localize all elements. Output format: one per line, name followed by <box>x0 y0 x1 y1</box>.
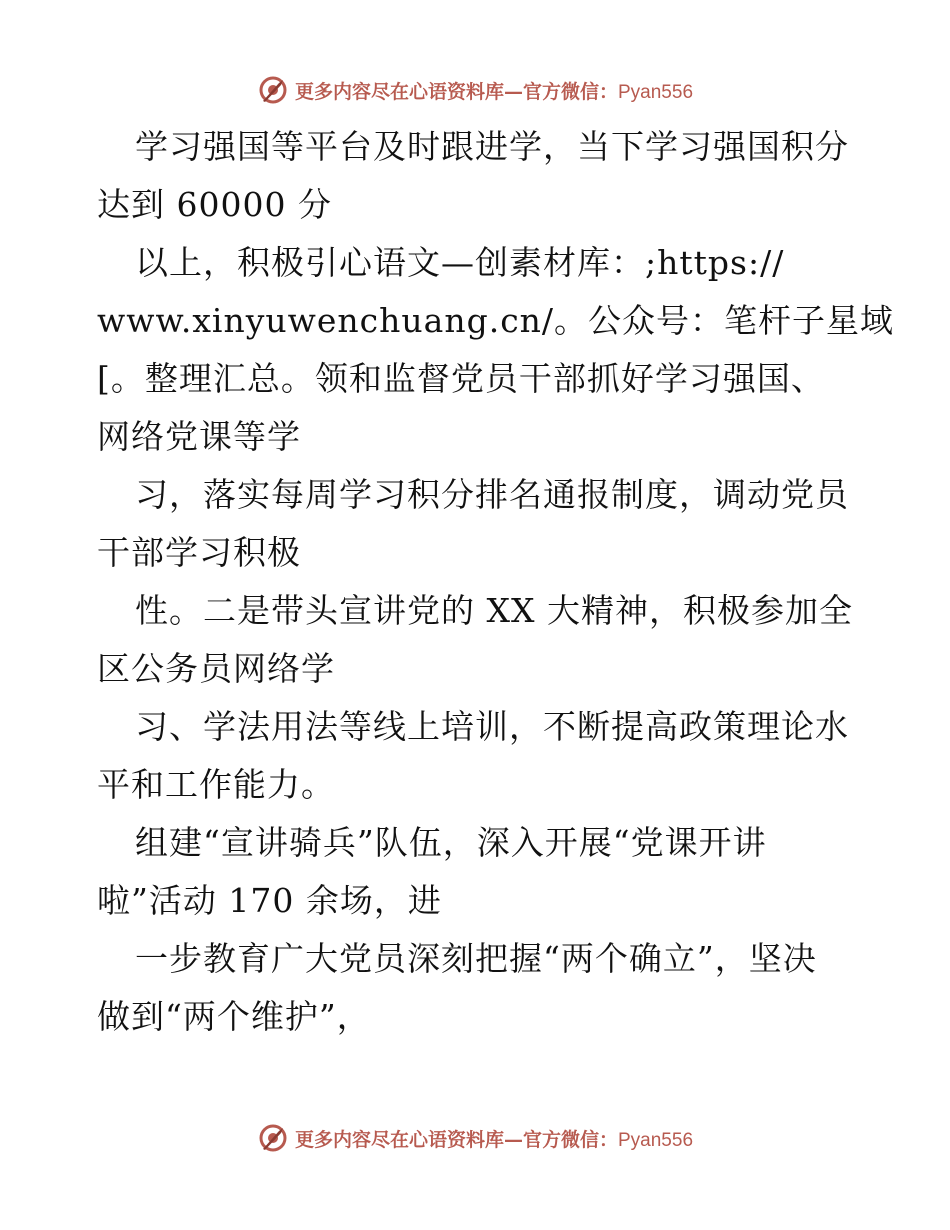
paragraph-line: 习、学法用法等线上培训，不断提高政策理论水 <box>135 707 849 746</box>
paragraph-line: 干部学习积极 <box>97 533 301 572</box>
paragraph-line: 一步教育广大党员深刻把握“两个确立”，坚决 <box>135 939 817 978</box>
header-watermark-label: 更多内容尽在心语资料库—官方微信：Pyan556 <box>294 80 694 103</box>
pen-logo-icon <box>257 74 289 106</box>
paragraph-line: 组建“宣讲骑兵”队伍，深入开展“党课开讲 <box>135 823 767 862</box>
footer-wechat-id: Pyan556 <box>618 1129 694 1151</box>
paragraph-line: 性。二是带头宣讲党的 XX 大精神，积极参加全 <box>135 591 853 630</box>
footer-watermark-label: 更多内容尽在心语资料库—官方微信：Pyan556 <box>294 1128 694 1151</box>
paragraph-line: [。整理汇总。领和监督党员干部抓好学习强国、 <box>97 359 825 398</box>
footer-watermark <box>0 1118 950 1158</box>
paragraph-line: 网络党课等学 <box>97 417 301 456</box>
paragraph-line: 达到 60000 分 <box>97 185 332 224</box>
paragraph-line: 区公务员网络学 <box>97 649 335 688</box>
pen-logo-icon <box>257 1122 289 1154</box>
paragraph-line: 平和工作能力。 <box>97 765 335 804</box>
paragraph-line: www.xinyuwenchuang.cn/。公众号：笔杆子星域 <box>97 301 895 340</box>
paragraph-line: 以上，积极引心语文—创素材库：;https:// <box>135 243 785 282</box>
paragraph-line: 啦”活动 170 余场，进 <box>97 881 442 920</box>
paragraph-line: 学习强国等平台及时跟进学，当下学习强国积分 <box>135 127 849 166</box>
document-body <box>97 118 895 1046</box>
header-watermark <box>0 70 950 110</box>
paragraph-line: 习，落实每周学习积分排名通报制度，调动党员 <box>135 475 849 514</box>
paragraph-line: 做到“两个维护”， <box>97 997 371 1036</box>
header-wechat-id: Pyan556 <box>618 81 694 103</box>
